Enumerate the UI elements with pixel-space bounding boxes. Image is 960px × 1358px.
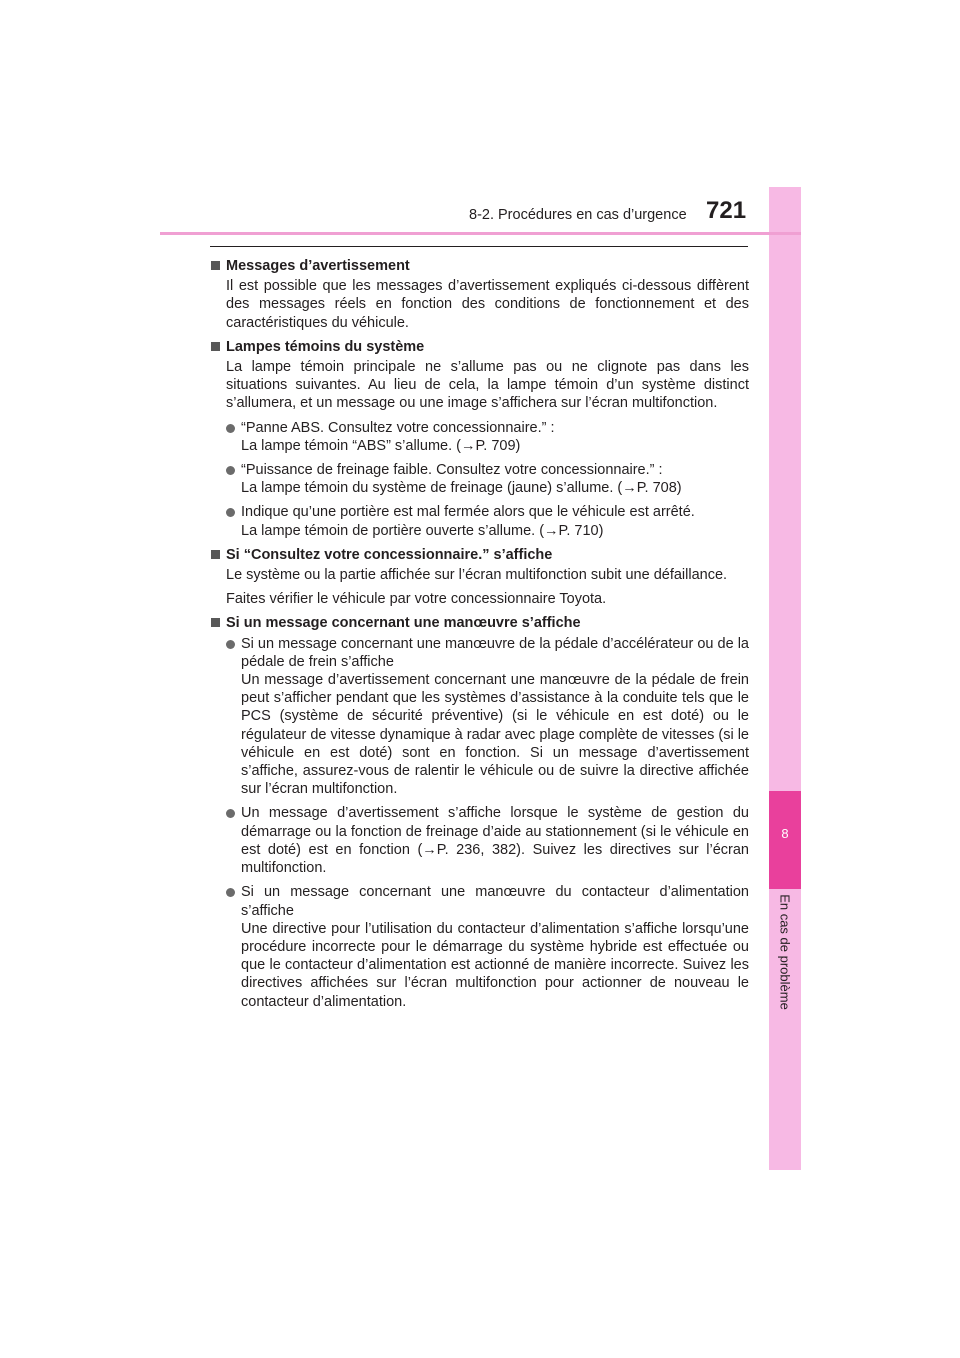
- list-item-line: Un message d’avertissement s’affiche lorsque le système de gestion du démarrage ou la fonction de freinage d’aide au stationnement (si le véhicule en est doté) est en fonction (→P. 236, 382). Suivez les directives sur l’écran multifonction.: [241, 805, 749, 877]
- content-divider: [210, 246, 748, 247]
- chapter-number: 8: [781, 826, 789, 841]
- list-item-line: Si un message concernant une manœuvre du contacteur d’alimentation s’affiche: [241, 884, 749, 919]
- list-item: [226, 883, 749, 1010]
- list-item-line: Si un message concernant une manœuvre de la pédale d’accélérateur ou de la pédale de frein s’affiche: [241, 635, 749, 670]
- circle-bullet-icon: [226, 508, 235, 517]
- list-item-line: “Puissance de freinage faible. Consultez votre concessionnaire.” :: [241, 462, 663, 479]
- square-bullet-icon: [211, 342, 220, 351]
- circle-bullet-icon: [226, 809, 235, 818]
- header-rule: [160, 232, 801, 235]
- page-number: 721: [706, 197, 747, 224]
- heading-text: Si “Consultez votre concessionnaire.” s’affiche: [226, 546, 553, 563]
- list-item: [226, 461, 749, 497]
- list-item: [226, 419, 749, 455]
- section-title: 8-2. Procédures en cas d’urgence: [469, 207, 687, 223]
- section-heading: [210, 546, 749, 564]
- square-bullet-icon: [211, 261, 220, 270]
- circle-bullet-icon: [226, 466, 235, 475]
- paragraph: Le système ou la partie affichée sur l’écran multifonction subit une défaillance.: [226, 567, 728, 584]
- list-item: [226, 635, 749, 799]
- heading-text: Lampes témoins du système: [226, 338, 425, 355]
- list-item: [226, 804, 749, 877]
- list-item-line: La lampe témoin “ABS” s’allume. (→P. 709): [241, 437, 521, 454]
- list-item-line: “Panne ABS. Consultez votre concessionnaire.” :: [241, 419, 555, 436]
- list-item-line: Une directive pour l’utilisation du contacteur d’alimentation s’affiche lorsqu’une procédure incorrecte pour le démarrage du système hybride est effectuée ou que le contacteur d’alimentation est actionné de manière incorrecte. Suivez les directives affichées sur l’écran multifonction pour actionner de nouveau le contacteur d’alimentation.: [241, 920, 749, 1010]
- list-item-line: La lampe témoin de portière ouverte s’allume. (→P. 710): [241, 522, 604, 539]
- circle-bullet-icon: [226, 888, 235, 897]
- list-item: [226, 503, 749, 539]
- section-heading: [210, 338, 749, 356]
- list-item-line: La lampe témoin du système de freinage (jaune) s’allume. (→P. 708): [241, 480, 682, 497]
- paragraph: Faites vérifier le véhicule par votre concessionnaire Toyota.: [226, 591, 607, 608]
- circle-bullet-icon: [226, 424, 235, 433]
- square-bullet-icon: [211, 618, 220, 627]
- circle-bullet-icon: [226, 640, 235, 649]
- heading-text: Messages d’avertissement: [226, 258, 410, 274]
- section-heading: [210, 614, 749, 632]
- list-item-line: Un message d’avertissement concernant une manœuvre de la pédale de frein peut s’afficher pendant que les systèmes d’assistance à la conduite tels que le PCS (système de sécurité préventive) (si le véhicule en est doté) ou le régulateur de vitesse dynamique à radar avec plage complète de vitesses (si le véhicule en est doté) sont en fonction. Si un message d’avertissement s’affiche, assurez-vous de ralentir le véhicule ou de suivre la directive affichée sur l’écran multifonction.: [241, 672, 749, 798]
- paragraph: Il est possible que les messages d’avertissement expliqués ci-dessous diffèrent des messages réels en fonction des conditions de fonctionnement et des caractéristiques du véhicule.: [226, 278, 749, 331]
- paragraph: La lampe témoin principale ne s’allume pas ou ne clignote pas dans les situations suivantes. Au lieu de cela, la lampe témoin d’un système distinct s’allumera, et un message ou une image s’affichera sur l’écran multifonction.: [226, 359, 749, 412]
- page-content: [210, 257, 749, 1017]
- chapter-title: En cas de problème: [777, 894, 793, 1010]
- chapter-side-strip: [769, 187, 801, 1170]
- section-heading: [210, 257, 749, 275]
- list-item-line: Indique qu’une portière est mal fermée alors que le véhicule est arrêté.: [241, 504, 695, 521]
- square-bullet-icon: [211, 550, 220, 559]
- heading-text: Si un message concernant une manœuvre s’affiche: [226, 615, 581, 632]
